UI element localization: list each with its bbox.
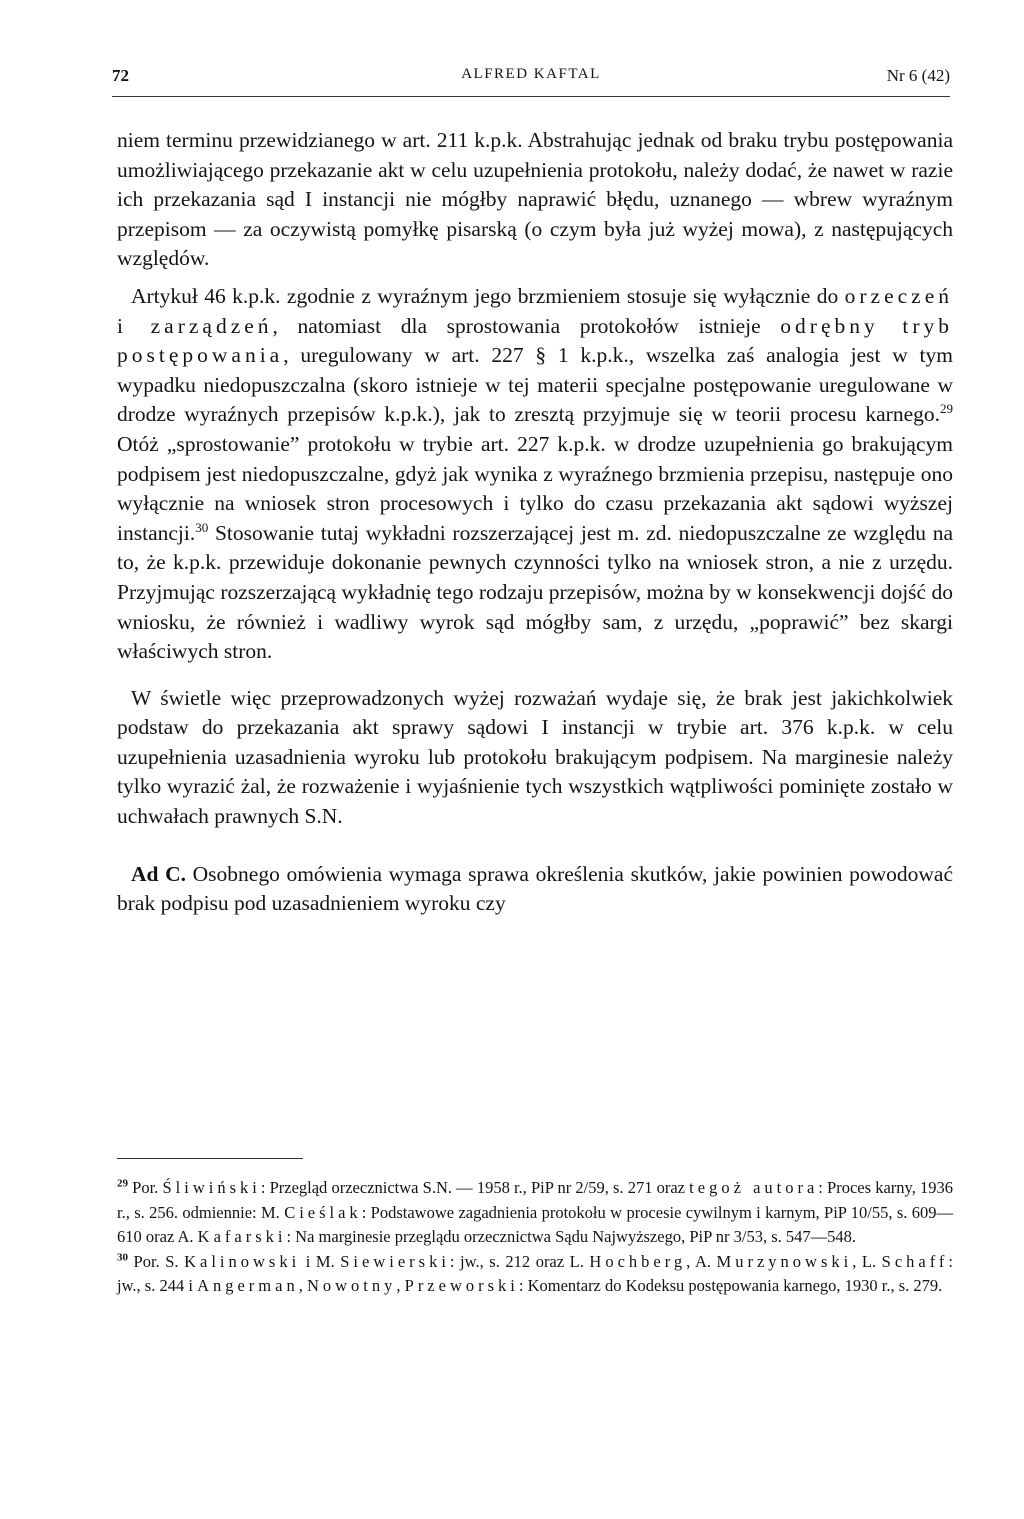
paragraph-4-text: Osobnego omówienia wymaga sprawa określenia skutków, jakie powinien powodować brak podpisu pod uzasadnieniem wyroku czy (117, 861, 953, 916)
footnote-29-mark: 29 (117, 1177, 128, 1190)
header-rule (112, 96, 950, 97)
footnote-30-author-3: Hochberg (589, 1251, 687, 1271)
footnote-30-text-i: : Komentarz do Kodeksu postępowania karnego, 1930 r., s. 279. (518, 1276, 943, 1296)
footnote-rule (117, 1158, 303, 1159)
paragraph-3: W świetle więc przeprowadzonych wyżej rozważań wydaje się, że brak jest jakichkolwiek podstaw do przekazania akt sprawy sądowi I instancji w trybie art. 376 k.p.k. w celu uzupełnienia uzasadnienia wyroku lub protokołu brakującym podpisem. Na marginesie należy tylko wyrazić żal, że rozważenie i wyjaśnienie tych wszystkich wątpliwości pominięte zostało w uchwałach prawnych S.N. (117, 685, 953, 829)
paragraph-2-text-c: , uregulowany w art. 227 § 1 k.p.k., wszelka zaś analogia jest w tym wypadku niedopuszczalna (skoro istnieje w tej materii specjalne postępowanie uregulowane w drodze wyraźnych przepisów k.p.k.), jak to zresztą przyjmuje się w teorii procesu karnego. (117, 343, 953, 427)
footnote-30-author-1: Kalinowski (184, 1251, 301, 1271)
footnote-ref-30[interactable]: 30 (195, 519, 209, 535)
footnote-29-text-e: : Na marginesie przeglądu orzecznictwa Sądu Najwyższego, PiP nr 3/53, s. 547—548. (286, 1227, 857, 1247)
footnote-30-text-g: , (298, 1276, 307, 1296)
issue-number: Nr 6 (42) (886, 66, 950, 85)
paragraph-1: niem terminu przewidzianego w art. 211 k.p.k. Abstrahując jednak od braku trybu postępowania umożliwiającego przekazanie akt w celu uzupełnienia protokołu, należy dodać, że nawet w razie ich przekazania sąd I instancji nie mógłby naprawić błędu, uznanego — wbrew wyraźnym przepisom — za oczywistą pomyłkę pisarską (o czym była już wyżej mowa), z następujących względów. (117, 128, 953, 271)
spaced-emphasis-2: odrębny tryb postępowania (117, 313, 954, 368)
footnote-30-text-h: , (396, 1276, 405, 1296)
footnote-29-author-3: Cieślak (284, 1202, 362, 1222)
footnote-29-author-1: Śliwiński (162, 1178, 261, 1197)
footnote-30-author-7: Nowotny (306, 1276, 397, 1296)
paragraph-2-text-a: Artykuł 46 k.p.k. zgodnie z wyraźnym jego brzmieniem stosuje się wyłącznie do (131, 283, 845, 308)
footnote-30-mark: 30 (117, 1251, 128, 1264)
footnote-29-text-d: : Podstawowe zagadnienia protokołu w procesie cywilnym i karnym, PiP 10/55, s. 609—610 oraz A. (117, 1202, 953, 1247)
footnote-ref-29[interactable]: 29 (940, 401, 953, 417)
footnotes (117, 1176, 953, 1299)
footnote-30-text-c: : jw., s. 212 oraz L. (449, 1251, 590, 1271)
main-text (117, 126, 953, 919)
footnote-29-text-b: : Przegląd orzecznictwa S.N. — 1958 r., PiP nr 2/59, s. 271 oraz (260, 1178, 690, 1197)
paragraph-2-text-b: , natomiast dla sprostowania protokołów istnieje (272, 313, 781, 338)
footnote-30-text-e: , L. (852, 1251, 882, 1271)
paragraph-4 (117, 860, 953, 919)
footnote-30-author-8: Przeworski (404, 1276, 519, 1296)
paragraph-2-text-d: Otóż „sprostowanie” protokołu w trybie art. 227 k.p.k. w drodze uzupełnienia go brakującym podpisem jest niedopuszczalne, gdyż jak wynika z wyraźnego brzmienia przepisu, następuje ono wyłącznie na wniosek stron procesowych i tylko do czasu przekazania akt sądowi wyższej instancji. (117, 431, 953, 545)
section-label: Ad C. (131, 861, 187, 886)
footnote-30-author-2: Siewierski (340, 1251, 450, 1271)
footnote-30-author-4: Murzynowski (716, 1251, 853, 1271)
header-author: ALFRED KAFTAL (461, 66, 601, 82)
footnote-29-author-2: tegoż autora (689, 1178, 819, 1197)
running-header (112, 66, 950, 90)
footnote-30-text-b: i M. (300, 1251, 341, 1271)
footnote-30-author-5: Schaff (881, 1251, 949, 1271)
paragraph-2-text-e: Stosowanie tutaj wykładni rozszerzającej jest m. zd. niedopuszczalne ze względu na to, że k.p.k. przewiduje dokonanie pewnych czynności tylko na wniosek stron, a nie z urzędu. Przyjmując rozszerzającą wykładnię tego rodzaju przepisów, można by w konsekwencji dojść do wniosku, że również i wadliwy wyrok sąd mógłby sam, z urzędu, „poprawić” bez skargi właściwych stron. (117, 520, 953, 664)
spaced-emphasis-1: orzeczeń i zarządzeń (117, 283, 953, 338)
footnote-29 (117, 1176, 953, 1250)
footnote-30 (117, 1250, 953, 1299)
footnote-29-text-a: Por. (128, 1178, 163, 1197)
footnote-30-author-6: Angerman (197, 1276, 299, 1296)
page-number: 72 (112, 66, 129, 85)
footnote-30-text-f: : jw., s. 244 i (117, 1251, 954, 1296)
footnote-30-text-d: , A. (686, 1251, 717, 1271)
footnote-29-author-4: Kafarski (197, 1227, 287, 1247)
footnote-30-text-a: Por. S. (128, 1251, 185, 1271)
footnote-29-text-c: : Proces karny, 1936 r., s. 256. odmiennie: M. (117, 1178, 953, 1222)
paragraph-2 (117, 282, 953, 667)
